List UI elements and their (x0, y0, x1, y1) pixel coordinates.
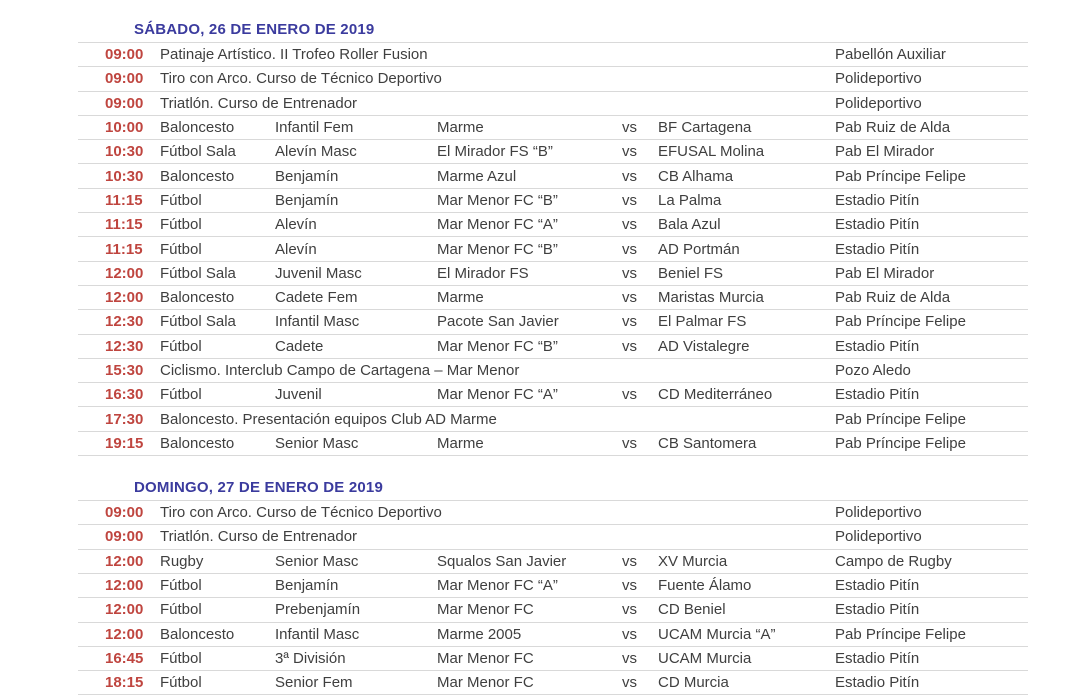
vs-label: vs (622, 240, 637, 258)
match-row (78, 262, 1028, 286)
vs-label: vs (622, 337, 637, 355)
home-team: Marme (437, 289, 484, 307)
event-time: 12:00 (105, 289, 144, 307)
away-team: EFUSAL Molina (658, 143, 765, 161)
away-team: Beniel FS (658, 264, 724, 282)
event-venue: Pabellón Auxiliar (835, 46, 946, 64)
event-sport: Baloncesto (160, 625, 235, 643)
event-category: Juvenil Masc (275, 264, 362, 282)
event-description: Baloncesto. Presentación equipos Club AD Marme (160, 410, 497, 428)
home-team: Squalos San Javier (437, 552, 567, 570)
vs-label: vs (622, 143, 637, 161)
home-team: Mar Menor FC (437, 601, 534, 619)
away-team: BF Cartagena (658, 119, 752, 137)
vs-label: vs (622, 313, 637, 331)
match-row (78, 598, 1028, 622)
vs-label: vs (622, 289, 637, 307)
event-category: Benjamín (275, 167, 339, 185)
event-row (78, 43, 1028, 67)
event-description: Ciclismo. Interclub Campo de Cartagena – Mar Menor (160, 362, 520, 379)
vs-label: vs (622, 649, 637, 667)
event-venue: Pab El Mirador (835, 264, 935, 282)
event-row (78, 92, 1028, 116)
event-time: 11:15 (105, 240, 143, 258)
section-rows (78, 42, 1028, 456)
event-venue: Pab Ruiz de Alda (835, 289, 951, 307)
event-description: Patinaje Artístico. II Trofeo Roller Fusion (160, 46, 428, 64)
event-row (78, 359, 1028, 383)
home-team: Mar Menor FC “A” (437, 386, 558, 404)
match-row (78, 164, 1028, 188)
event-time: 12:30 (105, 337, 144, 355)
event-description: Tiro con Arco. Curso de Técnico Deportivo (160, 70, 442, 88)
away-team: UCAM Murcia “A” (658, 625, 776, 643)
event-sport: Fútbol (160, 240, 202, 258)
event-row (78, 525, 1028, 549)
home-team: El Mirador FS “B” (437, 143, 553, 161)
match-row (78, 237, 1028, 261)
event-time: 09:00 (105, 46, 144, 64)
away-team: XV Murcia (658, 552, 728, 570)
event-time: 09:00 (105, 504, 144, 522)
away-team: AD Portmán (658, 240, 740, 258)
event-sport: Rugby (160, 552, 204, 570)
event-sport: Baloncesto (160, 434, 235, 452)
event-category: Senior Masc (275, 552, 359, 570)
away-team: Maristas Murcia (658, 289, 764, 307)
match-row (78, 286, 1028, 310)
event-category: Infantil Masc (275, 625, 360, 643)
vs-label: vs (622, 552, 637, 570)
event-description: Triatlón. Curso de Entrenador (160, 94, 358, 112)
event-time: 09:00 (105, 70, 144, 88)
match-row (78, 189, 1028, 213)
event-venue: Pab Ruiz de Alda (835, 119, 951, 137)
away-team: Fuente Álamo (658, 577, 752, 595)
event-time: 12:00 (105, 625, 144, 643)
event-time: 12:30 (105, 313, 144, 331)
event-sport: Fútbol (160, 191, 202, 209)
event-time: 19:15 (105, 434, 144, 452)
match-row (78, 623, 1028, 647)
event-category: Juvenil (275, 386, 322, 404)
event-category: Alevín (275, 240, 317, 258)
event-sport: Fútbol (160, 649, 202, 667)
away-team: El Palmar FS (658, 313, 747, 331)
home-team: Mar Menor FC “B” (437, 337, 558, 355)
away-team: UCAM Murcia (658, 649, 752, 667)
vs-label: vs (622, 386, 637, 404)
schedule-section (78, 478, 1028, 695)
away-team: CB Santomera (658, 434, 757, 452)
event-time: 16:45 (105, 649, 144, 667)
vs-label: vs (622, 191, 637, 209)
vs-label: vs (622, 216, 637, 234)
match-row (78, 140, 1028, 164)
home-team: Mar Menor FC “A” (437, 577, 558, 595)
match-row (78, 213, 1028, 237)
event-row (78, 67, 1028, 91)
event-venue: Estadio Pitín (835, 649, 920, 667)
home-team: Pacote San Javier (437, 313, 559, 331)
away-team: AD Vistalegre (658, 337, 750, 355)
event-venue: Polideportivo (835, 70, 922, 88)
home-team: Marme 2005 (437, 625, 522, 643)
event-sport: Fútbol (160, 337, 202, 355)
event-sport: Fútbol (160, 386, 202, 404)
home-team: Marme (437, 434, 484, 452)
section-title: DOMINGO, 27 DE ENERO DE 2019 (134, 479, 384, 497)
event-category: 3ª División (275, 649, 346, 667)
event-venue: Pab Príncipe Felipe (835, 410, 966, 428)
event-sport: Fútbol (160, 216, 202, 234)
event-category: Cadete Fem (275, 289, 358, 307)
away-team: CD Beniel (658, 601, 726, 619)
away-team: La Palma (658, 191, 722, 209)
home-team: Mar Menor FC “A” (437, 216, 558, 234)
sports-agenda (78, 20, 1028, 695)
home-team: El Mirador FS (437, 264, 529, 282)
home-team: Mar Menor FC “B” (437, 240, 558, 258)
match-row (78, 550, 1028, 574)
match-row (78, 383, 1028, 407)
home-team: Mar Menor FC (437, 649, 534, 667)
event-time: 15:30 (105, 362, 144, 379)
away-team: Bala Azul (658, 216, 721, 234)
event-category: Senior Fem (275, 674, 353, 692)
home-team: Mar Menor FC “B” (437, 191, 558, 209)
event-time: 12:00 (105, 264, 144, 282)
event-time: 12:00 (105, 552, 144, 570)
event-venue: Estadio Pitín (835, 601, 920, 619)
event-category: Senior Masc (275, 434, 359, 452)
schedule-section (78, 20, 1028, 456)
event-category: Benjamín (275, 191, 339, 209)
event-time: 11:15 (105, 216, 143, 234)
event-category: Infantil Fem (275, 119, 354, 137)
event-time: 10:30 (105, 167, 144, 185)
event-sport: Fútbol Sala (160, 264, 236, 282)
match-row (78, 432, 1028, 456)
vs-label: vs (622, 434, 637, 452)
event-venue: Polideportivo (835, 504, 922, 522)
event-venue: Pab El Mirador (835, 143, 935, 161)
match-row (78, 310, 1028, 334)
vs-label: vs (622, 601, 637, 619)
event-time: 12:00 (105, 577, 144, 595)
event-time: 16:30 (105, 386, 144, 404)
event-row (78, 501, 1028, 525)
event-time: 18:15 (105, 674, 144, 692)
event-venue: Estadio Pitín (835, 577, 920, 595)
event-time: 17:30 (105, 410, 144, 428)
event-time: 12:00 (105, 601, 144, 619)
vs-label: vs (622, 264, 637, 282)
event-venue: Campo de Rugby (835, 552, 952, 570)
home-team: Marme (437, 119, 484, 137)
event-description: Tiro con Arco. Curso de Técnico Deportivo (160, 504, 442, 522)
event-venue: Polideportivo (835, 528, 922, 546)
event-sport: Baloncesto (160, 167, 235, 185)
event-time: 10:00 (105, 119, 144, 137)
event-venue: Estadio Pitín (835, 216, 920, 234)
event-row (78, 407, 1028, 431)
home-team: Marme Azul (437, 167, 517, 185)
match-row (78, 647, 1028, 671)
home-team: Mar Menor FC (437, 674, 534, 692)
event-category: Infantil Masc (275, 313, 360, 331)
event-category: Benjamín (275, 577, 339, 595)
event-sport: Fútbol (160, 601, 202, 619)
event-category: Alevín Masc (275, 143, 357, 161)
event-category: Prebenjamín (275, 601, 361, 619)
event-venue: Estadio Pitín (835, 191, 920, 209)
event-venue: Estadio Pitín (835, 337, 920, 355)
event-category: Cadete (275, 337, 324, 355)
vs-label: vs (622, 167, 637, 185)
event-description: Triatlón. Curso de Entrenador (160, 528, 358, 546)
match-row (78, 574, 1028, 598)
event-venue: Estadio Pitín (835, 386, 920, 404)
vs-label: vs (622, 625, 637, 643)
event-sport: Fútbol (160, 577, 202, 595)
section-rows (78, 500, 1028, 695)
event-venue: Pab Príncipe Felipe (835, 313, 966, 331)
event-time: 11:15 (105, 191, 143, 209)
away-team: CD Murcia (658, 674, 729, 692)
event-venue: Estadio Pitín (835, 674, 920, 692)
match-row (78, 335, 1028, 359)
event-sport: Fútbol Sala (160, 313, 236, 331)
event-venue: Pozo Aledo (835, 362, 911, 379)
event-time: 10:30 (105, 143, 144, 161)
vs-label: vs (622, 674, 637, 692)
section-title: SÁBADO, 26 DE ENERO DE 2019 (134, 21, 375, 38)
away-team: CD Mediterráneo (658, 386, 773, 404)
event-venue: Pab Príncipe Felipe (835, 167, 966, 185)
event-category: Alevín (275, 216, 317, 234)
event-sport: Baloncesto (160, 119, 235, 137)
event-sport: Fútbol (160, 674, 202, 692)
event-time: 09:00 (105, 94, 144, 112)
vs-label: vs (622, 577, 637, 595)
event-sport: Baloncesto (160, 289, 235, 307)
event-venue: Polideportivo (835, 94, 922, 112)
event-venue: Pab Príncipe Felipe (835, 625, 966, 643)
match-row (78, 116, 1028, 140)
away-team: CB Alhama (658, 167, 734, 185)
event-time: 09:00 (105, 528, 144, 546)
event-venue: Pab Príncipe Felipe (835, 434, 966, 452)
event-sport: Fútbol Sala (160, 143, 236, 161)
event-venue: Estadio Pitín (835, 240, 920, 258)
vs-label: vs (622, 119, 637, 137)
